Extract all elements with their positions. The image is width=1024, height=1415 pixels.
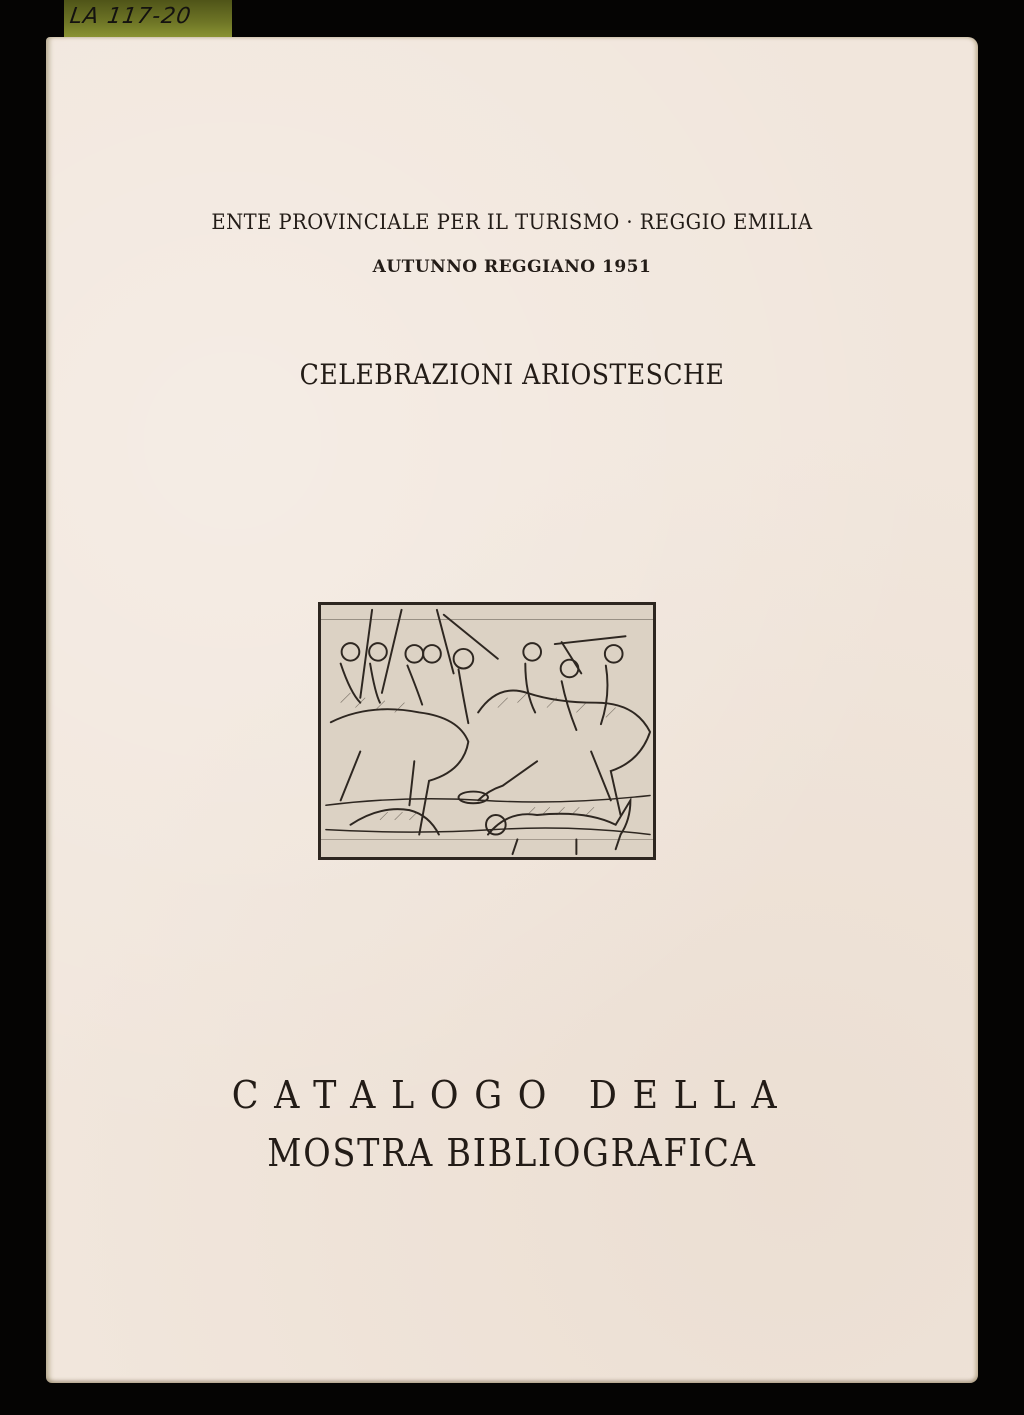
subject-heading: CELEBRAZIONI ARIOSTESCHE bbox=[299, 358, 725, 391]
book-cover bbox=[46, 37, 978, 1383]
title-line-2: MOSTRA BIBLIOGRAFICA bbox=[267, 1131, 757, 1175]
library-label-text: LA 117-20 bbox=[68, 4, 193, 29]
woodcut-battle-icon bbox=[321, 605, 653, 857]
publisher-line: ENTE PROVINCIALE PER IL TURISMO · REGGIO EMILIA bbox=[211, 210, 813, 234]
woodcut-illustration bbox=[318, 602, 656, 860]
library-label-tape bbox=[64, 0, 232, 40]
title-line-1: CATALOGO DELLA bbox=[231, 1073, 793, 1117]
event-line: AUTUNNO REGGIANO 1951 bbox=[372, 257, 652, 277]
